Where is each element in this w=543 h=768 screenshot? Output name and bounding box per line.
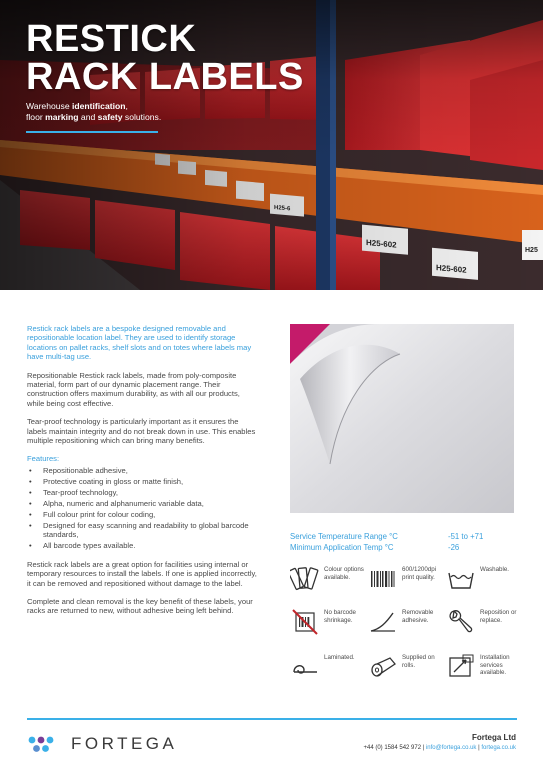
icon-item-washable: [446, 564, 522, 604]
icon-item-installation-services: [446, 652, 522, 692]
icon-item-supplied-on-rolls: [368, 652, 444, 692]
title-line-1: RESTICK: [26, 18, 197, 60]
logo-wordmark: FORTEGA: [71, 734, 178, 753]
roll-icon: [368, 652, 398, 682]
icon-item-reposition: [446, 607, 522, 647]
colour-swatch-icon: [290, 564, 320, 594]
features-list: [27, 466, 259, 551]
icon-caption: Supplied on rolls.: [402, 654, 435, 669]
subtitle-bold: marking: [45, 112, 79, 122]
specifications: [290, 531, 520, 553]
wrench-icon: [446, 607, 476, 637]
no-shrinkage-icon: [290, 607, 320, 637]
feature-item: • Protective coating in gloss or matte finish,: [27, 477, 259, 486]
features-heading: Features:: [27, 454, 60, 464]
spec-row: [290, 531, 520, 542]
subtitle-text: Warehouse: [26, 101, 73, 111]
icon-item-print-quality: [368, 564, 444, 604]
icon-caption: No barcode shrinkage.: [324, 609, 356, 624]
subtitle-bold: safety: [97, 112, 123, 122]
logo-dots-icon: [27, 733, 61, 755]
washable-icon: [446, 564, 476, 594]
phone-number: +44 (0) 1584 542 972 |: [363, 745, 426, 751]
intro-paragraph: Restick rack labels are a bespoke designed removable and repositionable location label. They are used to identify storage locations on pallet racks, shelf slots and on totes where labels may have multi-tag use.: [27, 324, 252, 362]
hero-banner: [0, 0, 543, 290]
laminate-icon: [290, 652, 320, 682]
icon-caption: Removable adhesive.: [402, 609, 434, 624]
peel-icon: [368, 607, 398, 637]
paragraph: Restick rack labels are a great option for facilities using internal or temporary resources to install the labels. If one is applied incorrectly, it can be removed and repositioned without damage to the label.: [27, 559, 257, 588]
footer-divider: [27, 718, 517, 720]
company-name: Fortega Ltd: [472, 733, 516, 742]
hero-subtitle: [26, 101, 161, 123]
email-link[interactable]: info@fortega.co.uk: [425, 745, 477, 751]
spec-value: -51 to +71: [448, 532, 484, 541]
subtitle-text: and: [78, 112, 98, 122]
hero-accent-line: [26, 131, 158, 133]
subtitle-text: ,: [125, 101, 128, 111]
icon-caption: 600/1200dpi print quality.: [402, 566, 437, 581]
fortega-logo: [27, 733, 177, 755]
body-text-column: [27, 324, 259, 625]
spec-row: [290, 542, 520, 553]
feature-item: • Alpha, numeric and alphanumeric variable data,: [27, 499, 259, 508]
paragraph: Tear-proof technology is particularly important as it ensures the labels maintain integrity and do not break down in use. This enables multiple repositioning which can bring many benefits.: [27, 417, 256, 446]
subtitle-text: floor: [26, 112, 46, 122]
installation-icon: [446, 652, 476, 682]
spec-label: Minimum Application Temp °C: [290, 543, 394, 552]
icon-item-removable-adhesive: [368, 607, 444, 647]
page-title: [26, 20, 304, 96]
icon-caption: Installation services available.: [480, 654, 510, 677]
subtitle-text: solutions.: [122, 112, 162, 122]
barcode-icon: [368, 564, 398, 594]
spec-label: Service Temperature Range °C: [290, 532, 398, 541]
feature-item: • All barcode types available.: [27, 541, 259, 550]
feature-item: • Designed for easy scanning and readability to global barcode standards,: [27, 521, 259, 540]
icon-item-laminated: [290, 652, 366, 692]
spec-value: -26: [448, 543, 460, 552]
label-material-photo: [290, 324, 514, 513]
icon-caption: Laminated.: [324, 654, 355, 661]
contact-separator: |: [476, 745, 482, 751]
feature-item: • Tear-proof technology,: [27, 488, 259, 497]
paragraph: Complete and clean removal is the key benefit of these labels, your racks are returned to new, without adhesive being left behind.: [27, 596, 253, 616]
subtitle-bold: identification: [72, 101, 126, 111]
feature-item: • Full colour print for colour coding,: [27, 510, 259, 519]
contact-details: [364, 745, 517, 751]
icon-item-no-barcode-shrinkage: [290, 607, 366, 647]
website-link[interactable]: fortega.co.uk: [481, 745, 516, 751]
icon-caption: Reposition or replace.: [480, 609, 517, 624]
paragraph: Repositionable Restick rack labels, made from poly-composite material, form part of our dynamic placement range. Their construction offers maximum durability, as with all our products, while being cost effective.: [27, 370, 240, 408]
icon-caption: Washable.: [480, 566, 510, 573]
feature-item: • Repositionable adhesive,: [27, 466, 259, 475]
title-line-2: RACK LABELS: [26, 56, 304, 98]
icon-item-colour-options: [290, 564, 366, 604]
icon-caption: Colour options available.: [324, 566, 364, 581]
